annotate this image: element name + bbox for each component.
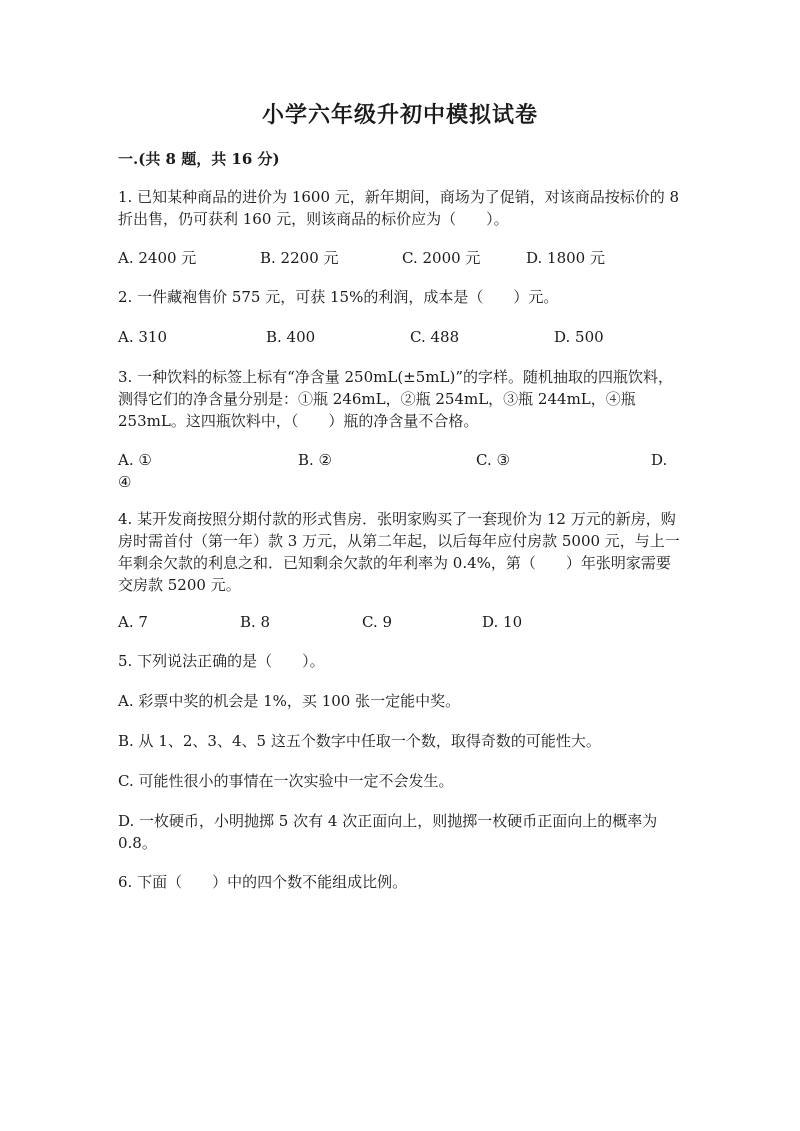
question-6-stem: 6. 下面（ ）中的四个数不能组成比例。 [118,873,408,891]
option-c[interactable]: C. 488 [410,328,460,346]
option-a[interactable]: A. 2400 元 [118,249,197,267]
option-d[interactable]: D. 1800 元 [526,249,605,267]
option-a[interactable]: A. 7 [118,613,148,631]
question-4-stem: 4. 某开发商按照分期付款的形式售房．张明家购买了一套现价为 12 万元的新房，购房时需首付（第一年）款 3 万元，从第二年起，以后每年应付房款 5000 元，与上一年剩余欠款的利息之和．已知剩余欠款的年利率为 0.4%，第（ ）年张明家需要交房款 5200 元。 [118,510,680,594]
option-c[interactable]: C. 2000 元 [402,249,481,267]
question-5-option-b[interactable]: B. 从 1、2、3、4、5 这五个数字中任取一个数，取得奇数的可能性大。 [118,732,601,750]
option-b[interactable]: B. 400 [266,328,316,346]
option-b[interactable]: B. ② [298,451,333,469]
section-header: 一.(共 8 题，共 16 分) [118,150,280,168]
question-1-stem: 1. 已知某种商品的进价为 1600 元，新年期间，商场为了促销，对该商品按标价的 8 折出售，仍可获利 160 元，则该商品的标价应为（ ）。 [118,188,680,228]
option-d[interactable]: D. [651,451,668,469]
question-4-options [118,611,684,633]
question-2-options [118,326,684,348]
question-5-option-d[interactable]: D. 一枚硬币，小明抛掷 5 次有 4 次正面向上，则抛掷一枚硬币正面向上的概率为 0.8。 [118,812,658,852]
question-5-option-a[interactable]: A. 彩票中奖的机会是 1%，买 100 张一定能中奖。 [118,692,461,710]
option-a[interactable]: A. 310 [118,328,167,346]
option-c[interactable]: C. ③ [476,451,510,469]
option-d-continuation[interactable]: ④ [118,473,132,491]
question-5-stem: 5. 下列说法正确的是（ ）。 [118,652,325,670]
page-title: 小学六年级升初中模拟试卷 [261,102,538,128]
question-2-stem: 2. 一件藏袍售价 575 元，可获 15%的利润，成本是（ ）元。 [118,288,559,306]
question-5-option-c[interactable]: C. 可能性很小的事情在一次实验中一定不会发生。 [118,772,454,790]
option-d[interactable]: D. 500 [554,328,604,346]
option-b[interactable]: B. 2200 元 [260,249,339,267]
question-3-options [118,449,684,493]
question-1-options [118,247,684,269]
option-a[interactable]: A. ① [118,451,152,469]
option-c[interactable]: C. 9 [362,613,393,631]
question-3-stem: 3. 一种饮料的标签上标有“净含量 250mL(±5mL)”的字样。随机抽取的四瓶饮料，测得它们的净含量分别是：①瓶 246mL，②瓶 254mL，③瓶 244mL，④瓶 253mL。这四瓶饮料中，（ ）瓶的净含量不合格。 [118,368,674,430]
option-b[interactable]: B. 8 [240,613,271,631]
option-d[interactable]: D. 10 [482,613,523,631]
